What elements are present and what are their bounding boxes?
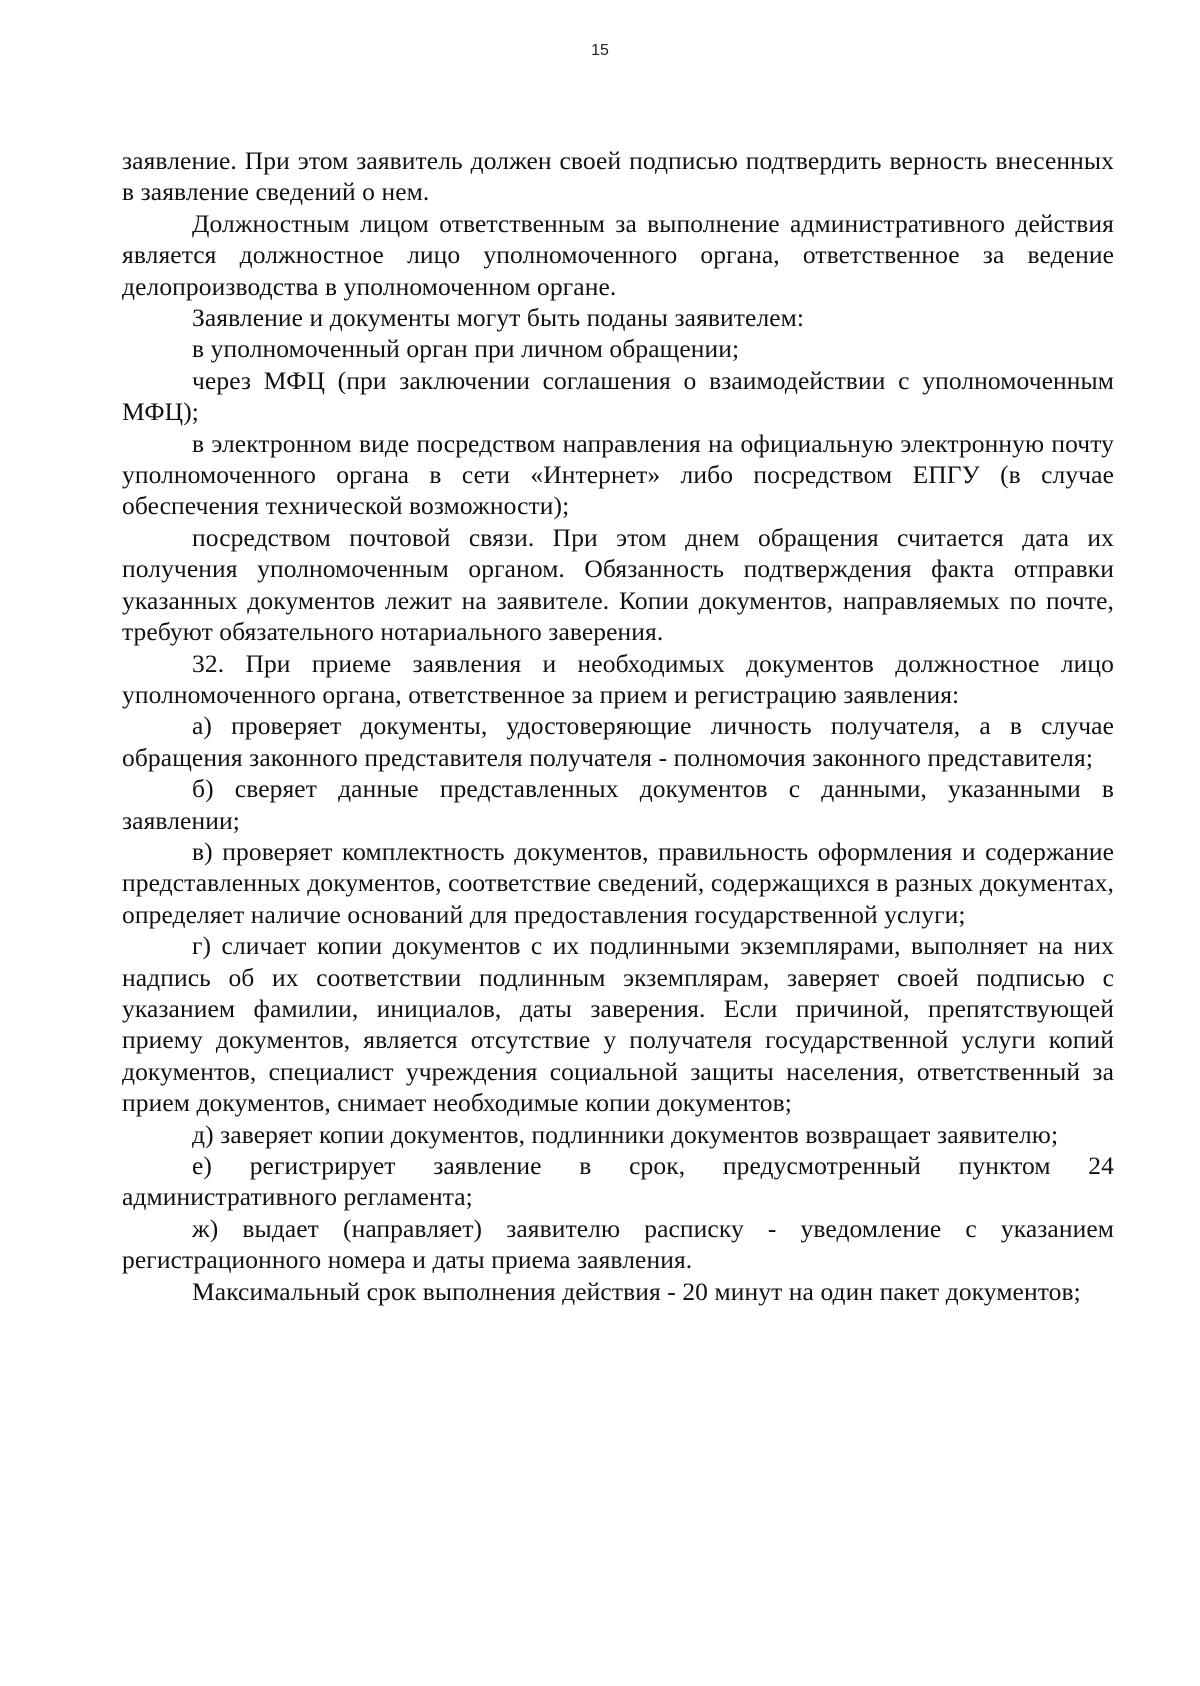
paragraph-max-duration: Максимальный срок выполнения действия - 20 минут на один пакет документов; — [192, 1276, 1081, 1306]
paragraph-continuation: заявление. При этом заявитель должен своей подписью подтвердить верность внесенных в заявление сведений о нем. — [122, 146, 1114, 207]
list-item-b: б) сверяет данные представленных документов с данными, указанными в заявлении; — [122, 774, 1114, 835]
paragraph-submission-methods: Заявление и документы могут быть поданы заявителем: — [192, 303, 805, 333]
list-item-d: д) заверяет копии документов, подлинники документов возвращает заявителю; — [192, 1119, 1059, 1149]
list-item-v: в) проверяет комплектность документов, правильность оформления и содержание представленных документов, соответствие сведений, содержащихся в разных документах, определяет наличие оснований для предоставления государственной услуги; — [122, 836, 1114, 929]
document-body — [122, 145, 1114, 1307]
list-item-a: а) проверяет документы, удостоверяющие личность получателя, а в случае обращения законного представителя получателя - полномочия законного представителя; — [122, 711, 1114, 772]
list-item-mfc: через МФЦ (при заключении соглашения о взаимодействии с уполномоченным МФЦ); — [122, 365, 1114, 427]
page-number: 15 — [591, 42, 609, 59]
list-item-electronic: в электронном виде посредством направления на официальную электронную почту уполномоченного органа в сети «Интернет» либо посредством ЕПГУ (в случае обеспечения технической возможности); — [122, 428, 1114, 521]
list-item-postal: посредством почтовой связи. При этом днем обращения считается дата их получения уполномоченным органом. Обязанность подтверждения факта отправки указанных документов лежит на заявителе. Копии документов, направляемых по почте, требуют обязательного нотариального заверения. — [122, 522, 1114, 647]
list-item-in-person: в уполномоченный орган при личном обращении; — [192, 334, 740, 364]
list-item-e: е) регистрирует заявление в срок, предусмотренный пунктом 24 административного регламента; — [122, 1151, 1114, 1212]
list-item-g: г) сличает копии документов с их подлинными экземплярами, выполняет на них надпись об их соответствии подлинным экземплярам, заверяет своей подписью с указанием фамилии, инициалов, даты заверения. Если причиной, препятствующей приему документов, является отсутствие у получателя государственной услуги копий документов, специалист учреждения социальной защиты населения, ответственный за прием документов, снимает необходимые копии документов; — [122, 931, 1114, 1118]
paragraph-responsible-official: Должностным лицом ответственным за выполнение административного действия является должностное лицо уполномоченного органа, ответственное за ведение делопроизводства в уполномоченном органе. — [122, 208, 1114, 301]
list-item-zh: ж) выдает (направляет) заявителю расписку - уведомление с указанием регистрационного номера и даты приема заявления. — [122, 1213, 1114, 1275]
paragraph-section-32: 32. При приеме заявления и необходимых документов должностное лицо уполномоченного органа, ответственное за прием и регистрацию заявления: — [122, 648, 1114, 709]
